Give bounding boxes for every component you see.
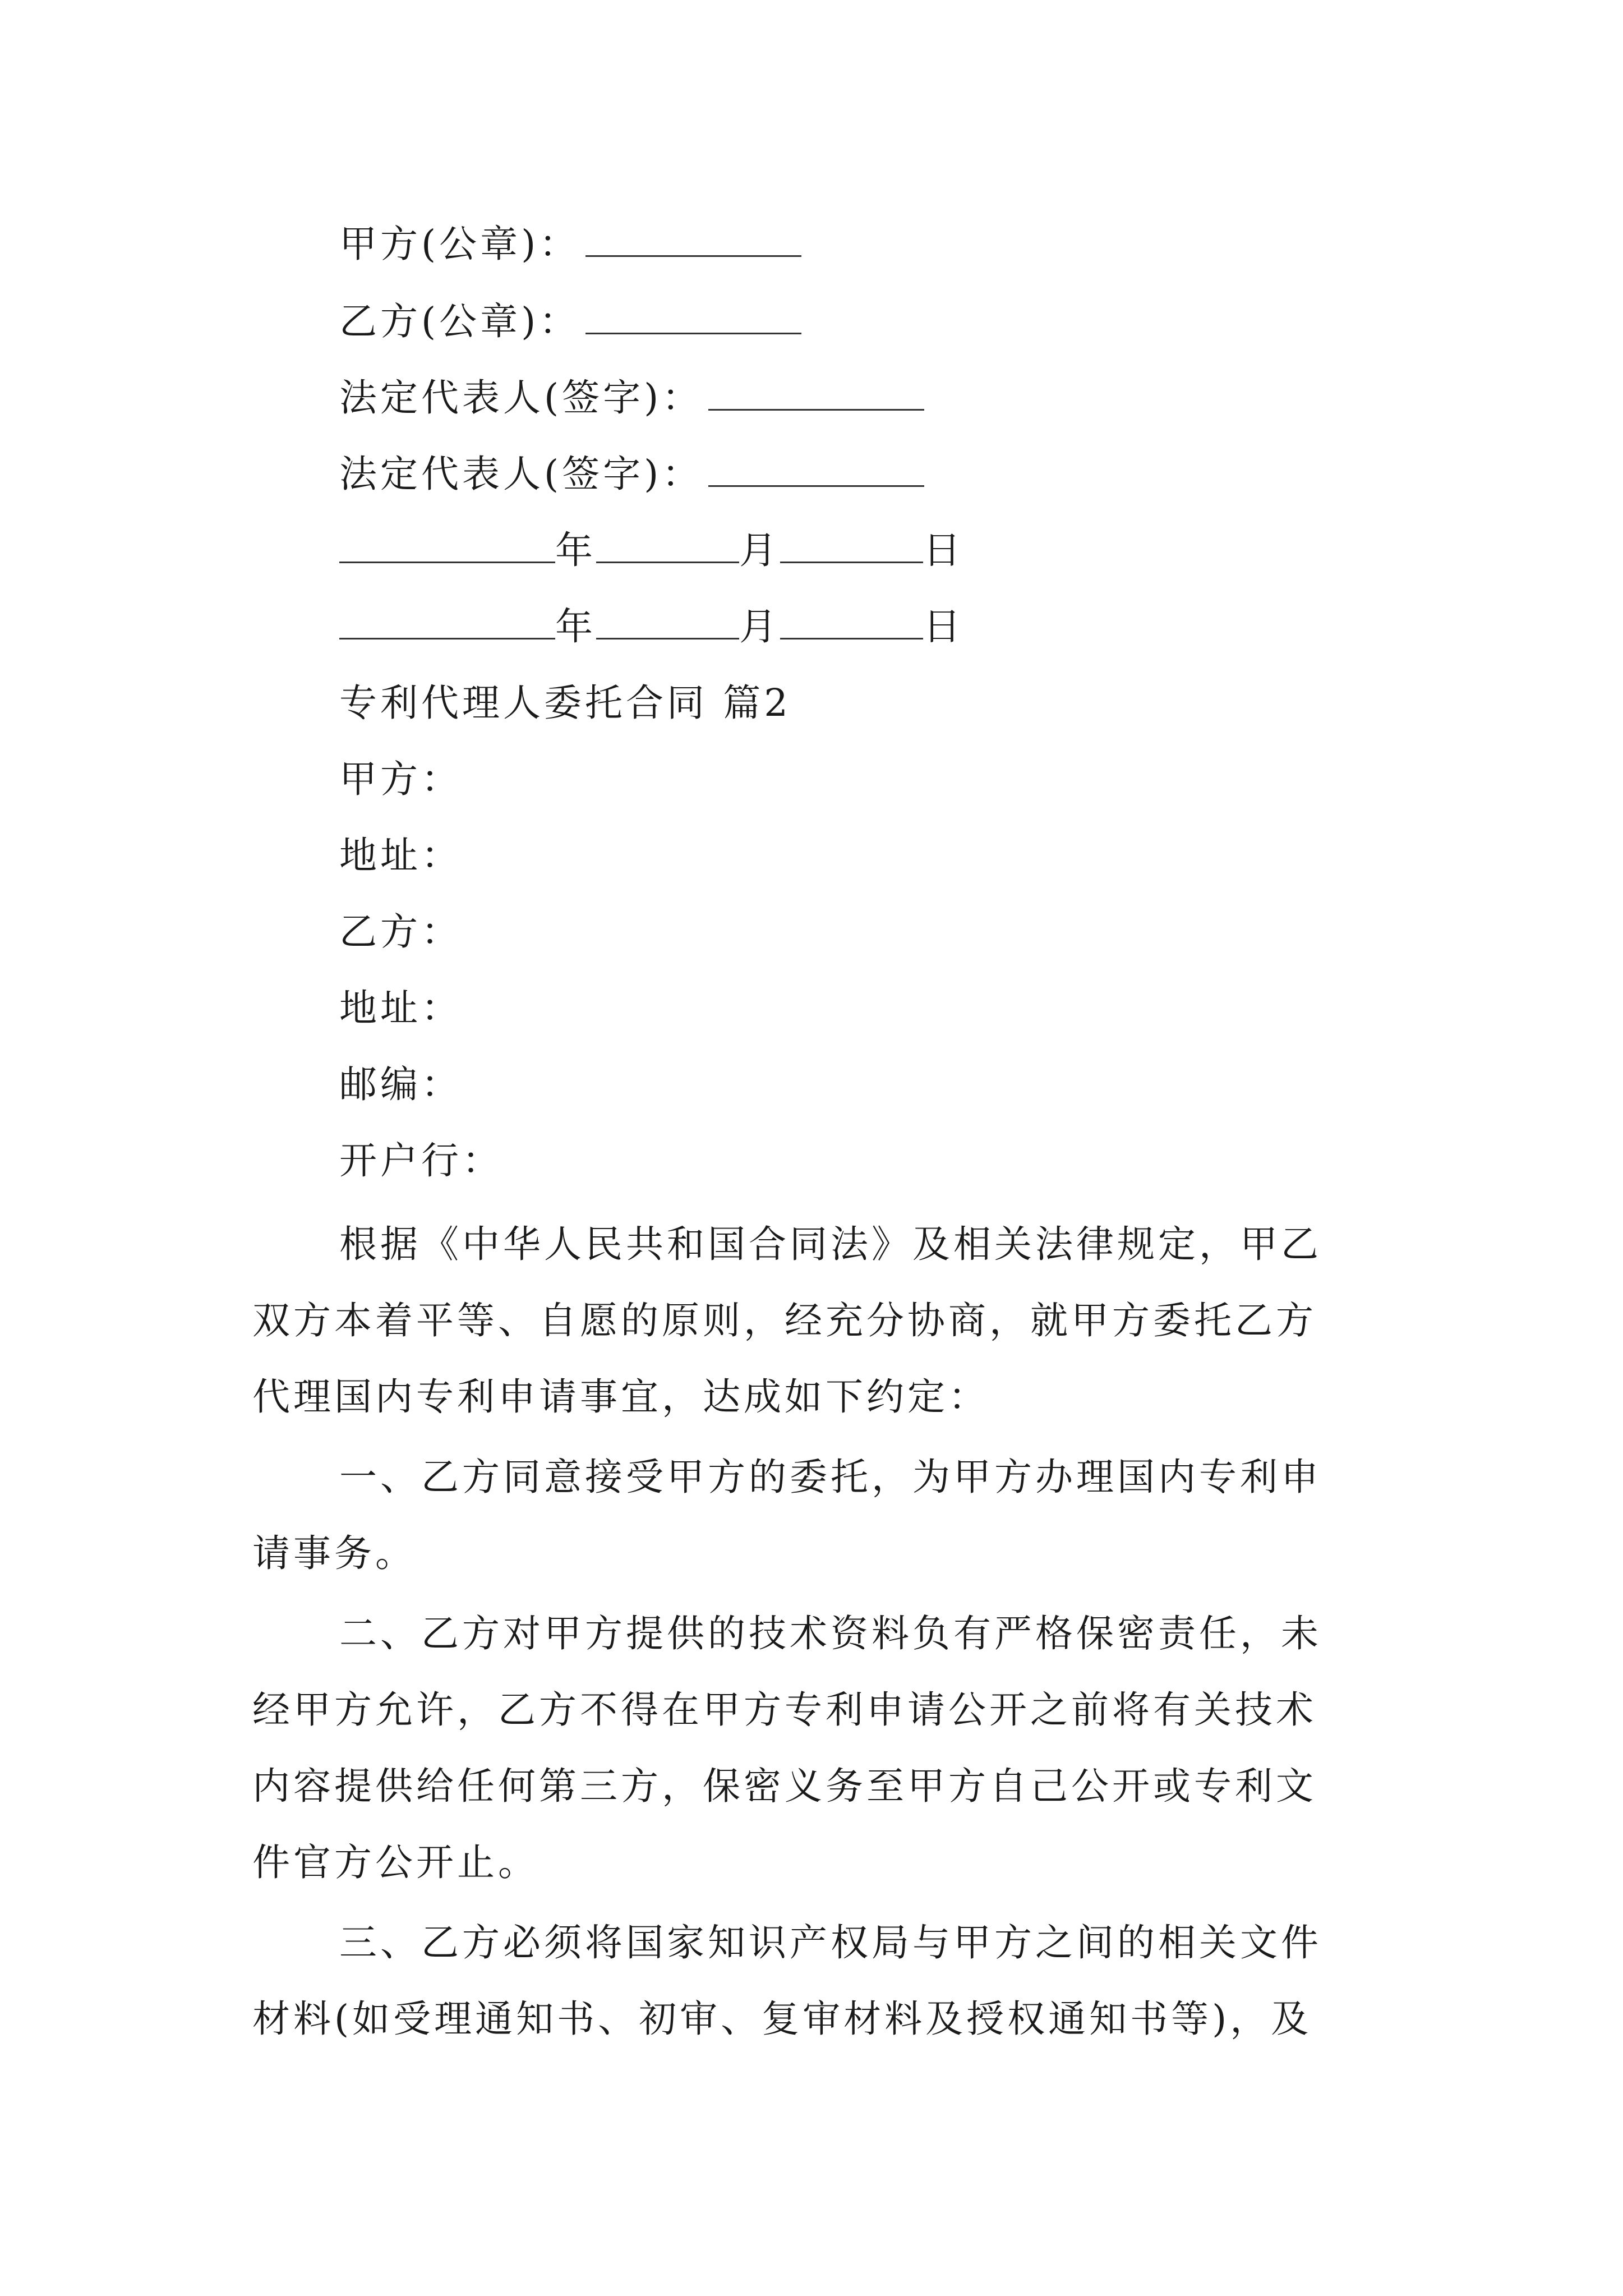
paragraph-3-line-4: 件官方公开止。 bbox=[252, 1841, 539, 1884]
day-label-1: 日 bbox=[923, 528, 964, 572]
legal-rep-blank-2 bbox=[708, 452, 924, 487]
year-blank-2 bbox=[339, 604, 555, 639]
field-address-a: 地址： bbox=[339, 834, 462, 877]
month-blank-2 bbox=[596, 604, 739, 639]
field-address-b: 地址： bbox=[339, 986, 462, 1030]
year-label-2: 年 bbox=[555, 605, 596, 648]
paragraph-3-line-1: 二、乙方对甲方提供的技术资料负有严格保密责任，未 bbox=[339, 1612, 1322, 1655]
year-label-1: 年 bbox=[555, 528, 596, 572]
month-blank-1 bbox=[596, 528, 739, 563]
year-blank-1 bbox=[339, 528, 555, 563]
paragraph-4-line-1: 三、乙方必须将国家知识产权局与甲方之间的相关文件 bbox=[339, 1921, 1322, 1964]
field-bank: 开户行： bbox=[339, 1139, 503, 1182]
field-party-a: 甲方： bbox=[339, 757, 462, 801]
legal-rep-line-2 bbox=[339, 446, 924, 502]
paragraph-3-line-3: 内容提供给任何第三方，保密义务至甲方自己公开或专利文 bbox=[252, 1764, 1317, 1808]
paragraph-2-line-2: 请事务。 bbox=[252, 1531, 416, 1575]
month-label-2: 月 bbox=[739, 605, 780, 648]
month-label-1: 月 bbox=[739, 528, 780, 572]
party-b-seal-line bbox=[339, 293, 801, 349]
day-label-2: 日 bbox=[923, 605, 964, 648]
field-postcode: 邮编： bbox=[339, 1062, 462, 1106]
party-a-seal-label: 甲方(公章)： bbox=[339, 222, 580, 266]
legal-rep-label-1: 法定代表人(签字)： bbox=[339, 376, 703, 420]
field-party-b: 乙方： bbox=[339, 910, 462, 954]
party-b-seal-blank bbox=[585, 299, 801, 334]
paragraph-2-line-1: 一、乙方同意接受甲方的委托，为甲方办理国内专利申 bbox=[339, 1455, 1322, 1499]
legal-rep-line-1 bbox=[339, 370, 924, 426]
party-a-seal-line bbox=[339, 216, 801, 272]
legal-rep-label-2: 法定代表人(签字)： bbox=[339, 452, 703, 496]
paragraph-1-line-2: 双方本着平等、自愿的原则，经充分协商，就甲方委托乙方 bbox=[252, 1299, 1317, 1342]
date-line-2 bbox=[339, 599, 964, 655]
paragraph-1-line-3: 代理国内专利申请事宜，达成如下约定： bbox=[252, 1375, 989, 1419]
paragraph-1-line-1: 根据《中华人民共和国合同法》及相关法律规定，甲乙 bbox=[339, 1222, 1322, 1266]
party-b-seal-label: 乙方(公章)： bbox=[339, 300, 580, 343]
paragraph-4-line-2: 材料(如受理通知书、初审、复审材料及授权通知书等)，及 bbox=[252, 1997, 1312, 2041]
party-a-seal-blank bbox=[585, 222, 801, 257]
day-blank-1 bbox=[780, 528, 923, 563]
section-heading: 专利代理人委托合同 篇2 bbox=[339, 681, 791, 725]
day-blank-2 bbox=[780, 604, 923, 639]
date-line-1 bbox=[339, 522, 964, 578]
legal-rep-blank-1 bbox=[708, 375, 924, 411]
paragraph-3-line-2: 经甲方允许，乙方不得在甲方专利申请公开之前将有关技术 bbox=[252, 1688, 1317, 1732]
